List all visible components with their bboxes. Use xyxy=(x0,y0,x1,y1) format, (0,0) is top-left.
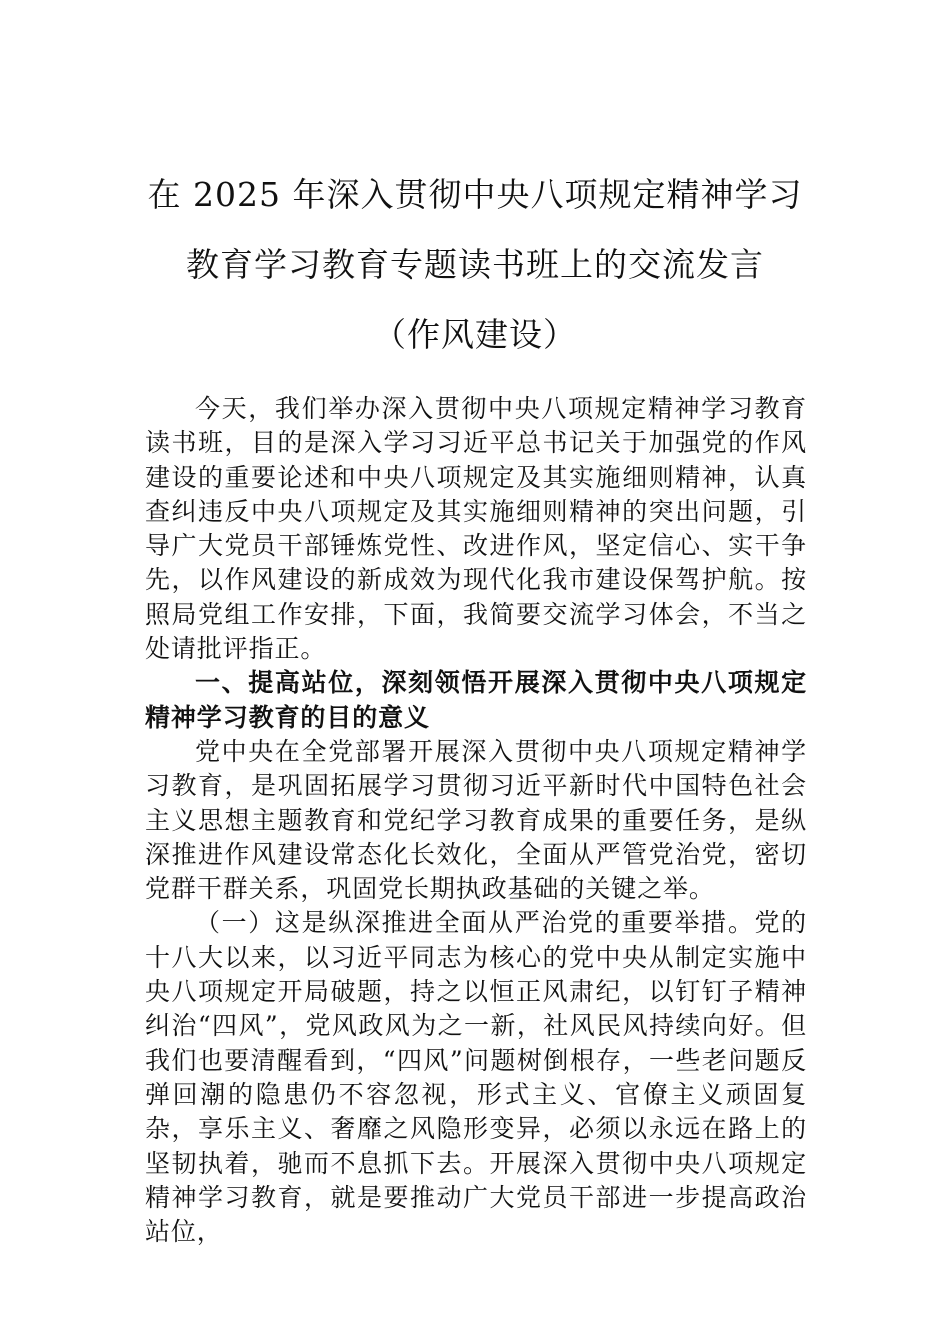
title-line-1: 在 2025 年深入贯彻中央八项规定精神学习 xyxy=(147,175,803,214)
document-title xyxy=(140,160,810,370)
subsection-1-paragraph: （一）这是纵深推进全面从严治党的重要举措。党的十八大以来，以习近平同志为核心的党中央从制定实施中央八项规定开局破题，持之以恒正风肃纪，以钉钉子精神纠治“四风”，党风政风为之一新，社风民风持续向好。但我们也要清醒看到，“四风”问题树倒根存，一些老问题反弹回潮的隐患仍不容忽视，形式主义、官僚主义顽固复杂，享乐主义、奢靡之风隐形变异，必须以永远在路上的坚韧执着，驰而不息抓下去。开展深入贯彻中央八项规定精神学习教育，就是要推动广大党员干部进一步提高政治站位， xyxy=(145,908,807,1247)
section-heading-1: 一、提高站位，深刻领悟开展深入贯彻中央八项规定精神学习教育的目的意义 xyxy=(145,668,807,732)
title-line-3: （作风建设） xyxy=(373,315,577,354)
section-1-paragraph: 党中央在全党部署开展深入贯彻中央八项规定精神学习教育，是巩固拓展学习贯彻习近平新时代中国特色社会主义思想主题教育和党纪学习教育成果的重要任务，是纵深推进作风建设常态化长效化，全面从严管党治党，密切党群干群关系，巩固党长期执政基础的关键之举。 xyxy=(145,736,807,904)
intro-paragraph: 今天，我们举办深入贯彻中央八项规定精神学习教育读书班，目的是深入学习习近平总书记关于加强党的作风建设的重要论述和中央八项规定及其实施细则精神，认真查纠违反中央八项规定及其实施细则精神的突出问题，引导广大党员干部锤炼党性、改进作风，坚定信心、实干争先，以作风建设的新成效为现代化我市建设保驾护航。按照局党组工作安排，下面，我简要交流学习体会，不当之处请批评指正。 xyxy=(145,394,807,664)
title-line-2: 教育学习教育专题读书班上的交流发言 xyxy=(186,245,764,284)
document-body xyxy=(145,392,807,1249)
